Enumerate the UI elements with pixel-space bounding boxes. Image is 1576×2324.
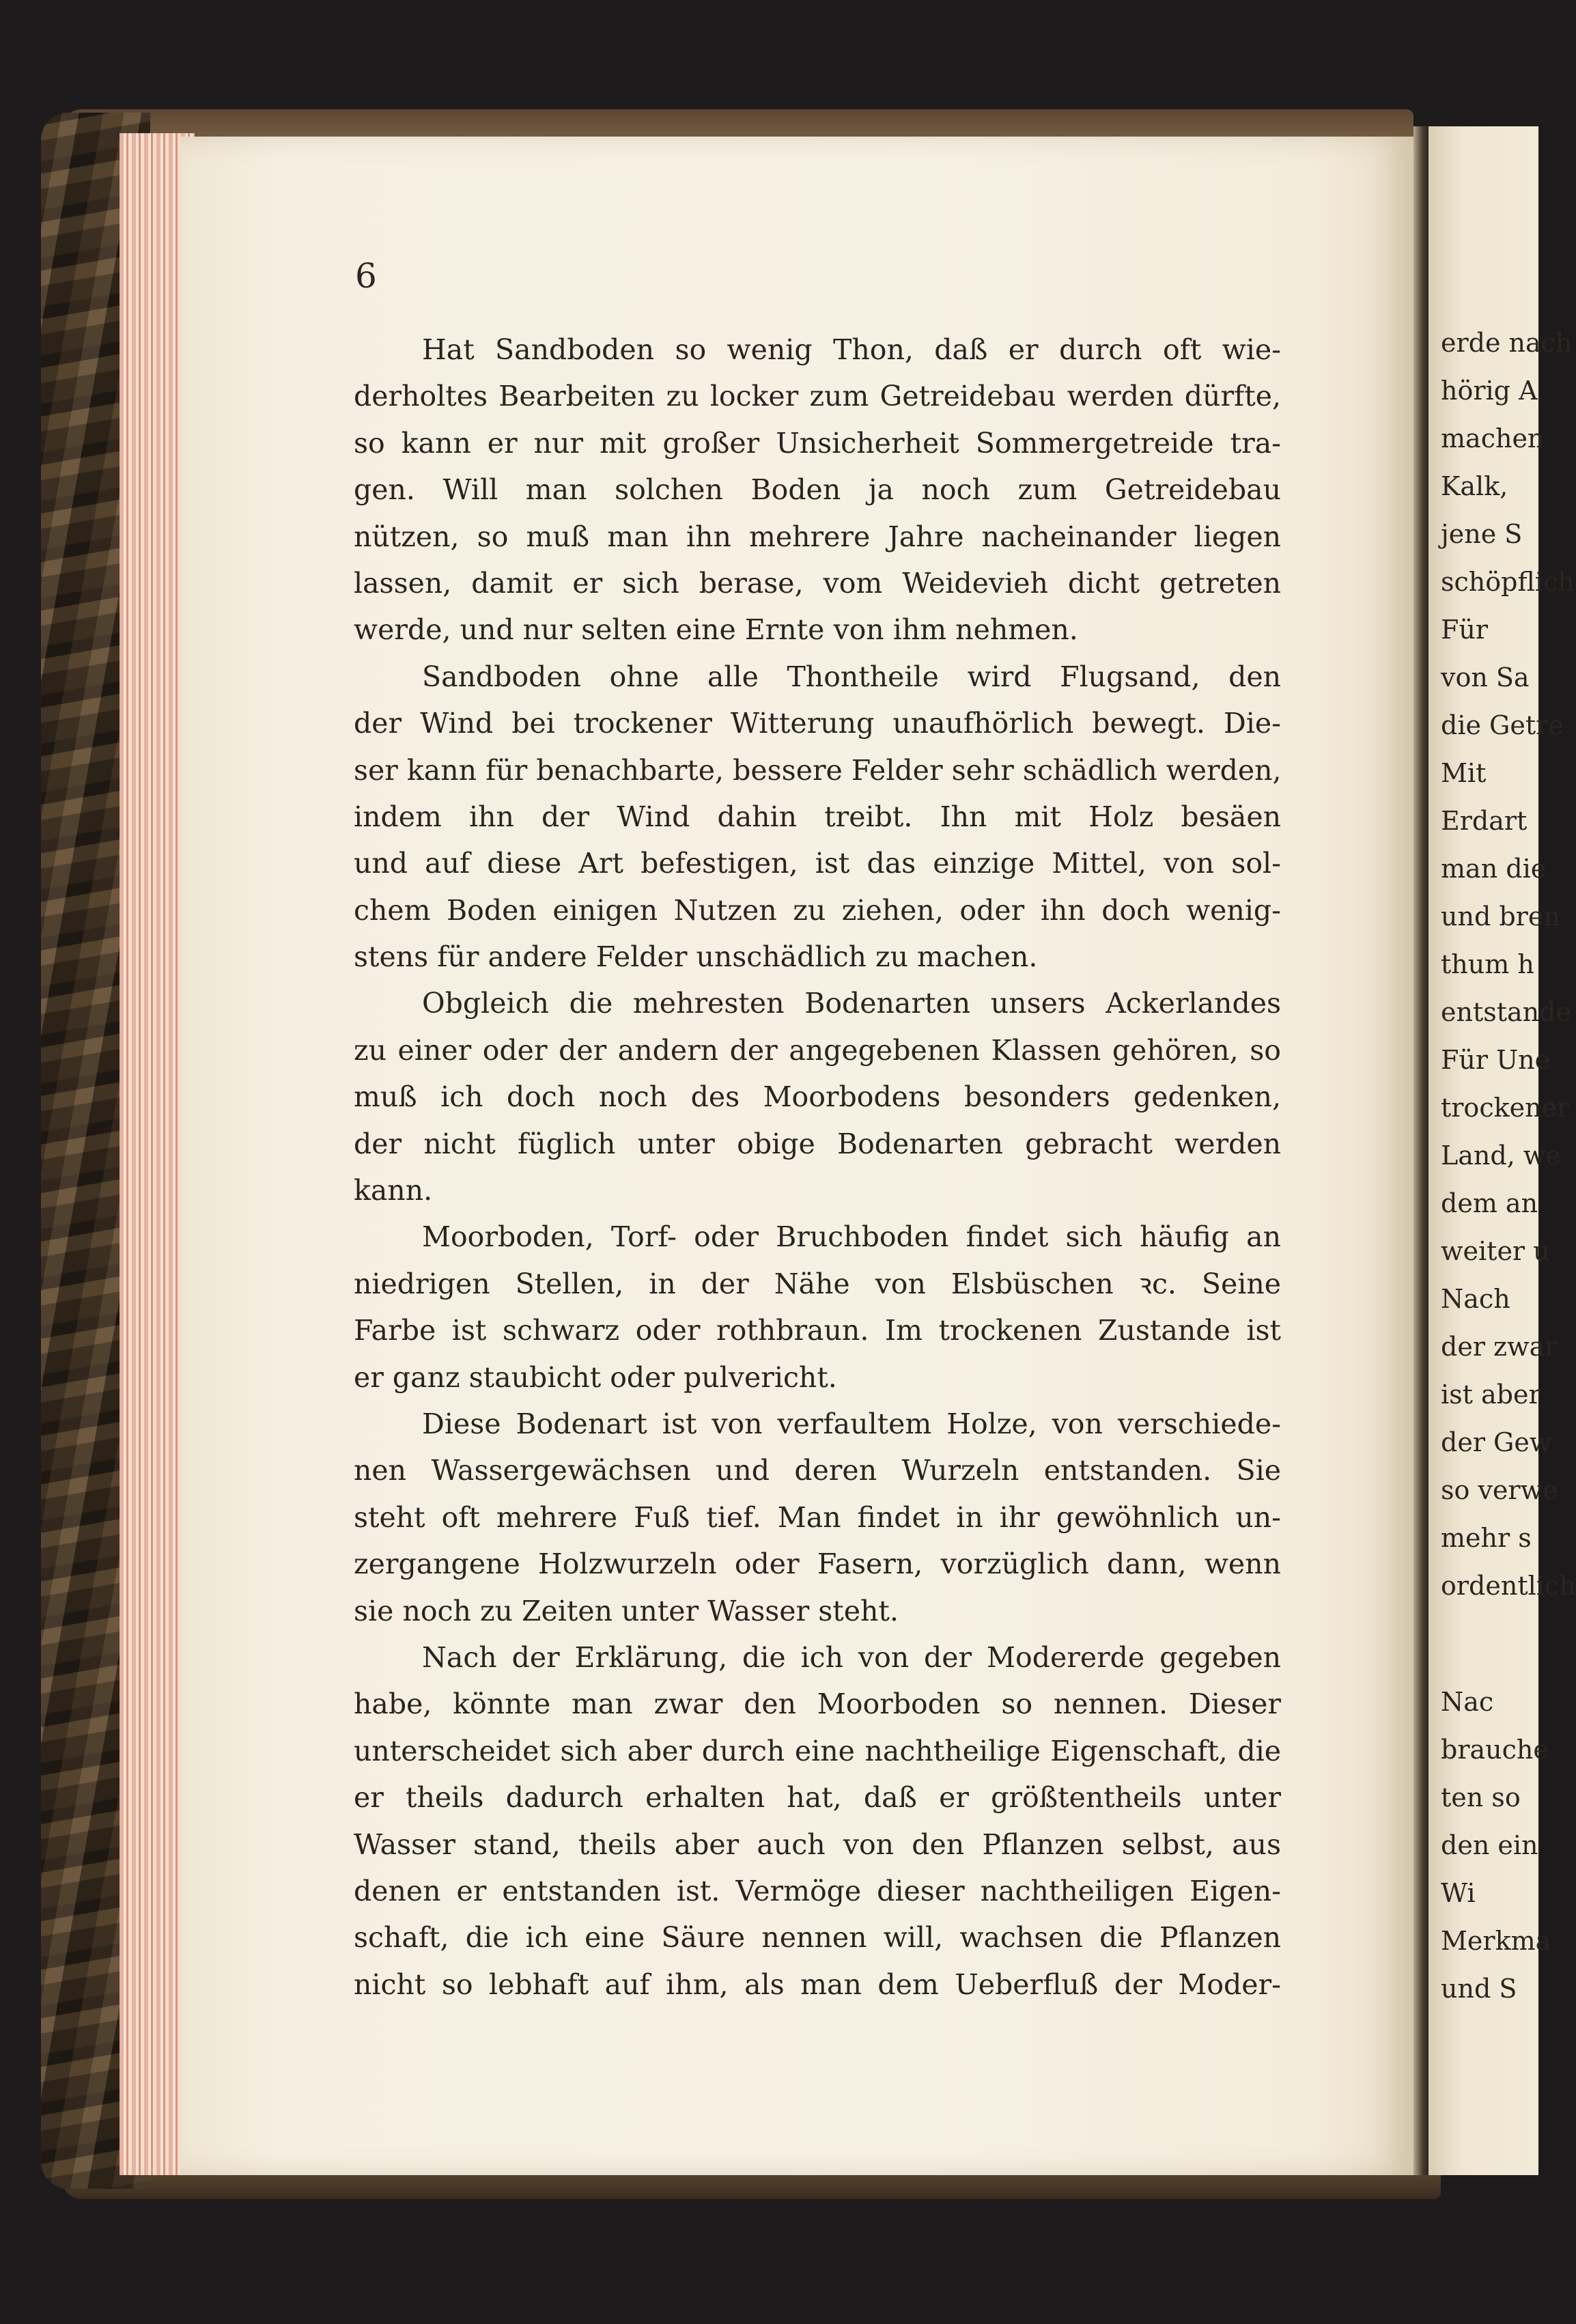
- text-line: der nicht füglich unter obige Bodenarten gebracht werden: [354, 1127, 1281, 1160]
- text-line: nicht so lebhaft auf ihm, als man dem Ueberfluß der Moder-: [354, 1968, 1281, 2001]
- next-page-line: Nach: [1441, 1284, 1510, 1314]
- next-page-line: trockener: [1441, 1093, 1570, 1123]
- next-page-line: ten so: [1441, 1782, 1521, 1812]
- next-page-line: und S: [1441, 1974, 1517, 2004]
- page-text: [354, 326, 1281, 2008]
- next-page-line: so verwe: [1441, 1475, 1558, 1505]
- next-page-line: mehr s: [1441, 1523, 1532, 1553]
- text-line: denen er entstanden ist. Vermöge dieser nachtheiligen Eigen-: [354, 1874, 1281, 1907]
- text-line: indem ihn der Wind dahin treibt. Ihn mit Holz besäen: [354, 800, 1281, 833]
- next-page-line: der zwar: [1441, 1332, 1558, 1362]
- text-line: Diese Bodenart ist von verfaultem Holze, von verschiede-: [422, 1407, 1281, 1440]
- text-line: unterscheidet sich aber durch eine nachtheilige Eigenschaft, die: [354, 1734, 1281, 1767]
- next-page-sliver: [1429, 126, 1576, 2175]
- text-line: Nach der Erklärung, die ich von der Modererde gegeben: [422, 1640, 1281, 1674]
- text-line: habe, könnte man zwar den Moorboden so nennen. Dieser: [354, 1688, 1281, 1721]
- text-line: kann.: [354, 1174, 433, 1207]
- next-page-line: weiter u: [1441, 1236, 1550, 1266]
- next-page-line: Land, we: [1441, 1140, 1561, 1171]
- next-page-line: jene S: [1441, 519, 1523, 549]
- next-page-line: Merkma: [1441, 1926, 1551, 1956]
- text-line: ser kann für benachbarte, bessere Felder sehr schädlich werden,: [354, 753, 1282, 787]
- text-line: Hat Sandboden so wenig Thon, daß er durch oft wie-: [422, 333, 1281, 366]
- next-page-line: Mit: [1441, 758, 1487, 788]
- next-page-line: man die: [1441, 854, 1547, 884]
- text-line: derholtes Bearbeiten zu locker zum Getreidebau werden dürfte,: [354, 380, 1281, 413]
- text-line: Wasser stand, theils aber auch von den Pflanzen selbst, aus: [354, 1828, 1281, 1861]
- text-line: Moorboden, Torf- oder Bruchboden findet sich häufig an: [422, 1220, 1281, 1254]
- text-line: schaft, die ich eine Säure nennen will, wachsen die Pflanzen: [354, 1921, 1281, 1955]
- text-line: gen. Will man solchen Boden ja noch zum Getreidebau: [354, 473, 1281, 507]
- next-page-line: von Sa: [1441, 662, 1530, 692]
- text-line: chem Boden einigen Nutzen zu ziehen, oder ihn doch wenig-: [354, 893, 1281, 927]
- text-line: Obgleich die mehresten Bodenarten unsers Ackerlandes: [422, 987, 1281, 1020]
- text-line: so kann er nur mit großer Unsicherheit Sommergetreide tra-: [354, 426, 1281, 460]
- next-page-line: Erdart: [1441, 806, 1528, 836]
- text-line: nen Wassergewächsen und deren Wurzeln entstanden. Sie: [354, 1454, 1281, 1487]
- next-page-line: den ein: [1441, 1830, 1538, 1860]
- text-line: Sandboden ohne alle Thontheile wird Flugsand, den: [422, 660, 1281, 693]
- text-line: niedrigen Stellen, in der Nähe von Elsbüschen ꝛc. Seine: [354, 1267, 1281, 1300]
- next-page-line: entstande: [1441, 997, 1571, 1027]
- text-line: steht oft mehrere Fuß tief. Man findet in ihr gewöhnlich un-: [354, 1500, 1281, 1534]
- text-line: und auf diese Art befestigen, ist das einzige Mittel, von sol-: [354, 847, 1281, 880]
- text-line: zu einer oder der andern der angegebenen Klassen gehören, so: [354, 1033, 1281, 1067]
- text-line: er theils dadurch erhalten hat, daß er größtentheils unter: [354, 1781, 1281, 1815]
- book-gutter: [1413, 126, 1429, 2175]
- text-line: lassen, damit er sich berase, vom Weidevieh dicht getreten: [354, 566, 1281, 600]
- text-line: muß ich doch noch des Moorbodens besonders gedenken,: [354, 1080, 1281, 1114]
- next-page-line: Wi: [1441, 1878, 1476, 1908]
- next-page-line: Kalk,: [1441, 471, 1508, 501]
- next-page-line: machen: [1441, 423, 1545, 453]
- text-line: werde, und nur selten eine Ernte von ihm nehmen.: [354, 613, 1078, 647]
- text-line: stens für andere Felder unschädlich zu machen.: [354, 940, 1038, 974]
- next-page-line: Für Une: [1441, 1045, 1551, 1075]
- text-line: der Wind bei trockener Witterung unaufhörlich bewegt. Die-: [354, 707, 1281, 740]
- next-page-line: erde nach: [1441, 328, 1573, 358]
- next-page-line: Nac: [1441, 1687, 1494, 1717]
- text-line: nützen, so muß man ihn mehrere Jahre nacheinander liegen: [354, 520, 1281, 553]
- next-page-line: Für: [1441, 615, 1489, 645]
- next-page-line: ist aber: [1441, 1380, 1541, 1410]
- text-line: er ganz staubicht oder pulvericht.: [354, 1360, 837, 1394]
- next-page-line: der Gew: [1441, 1427, 1552, 1457]
- next-page-line: und bren: [1441, 901, 1560, 932]
- next-page-line: dem an: [1441, 1188, 1538, 1218]
- next-page-line: schöpflich: [1441, 567, 1575, 597]
- page-number: 6: [355, 256, 377, 296]
- next-page-line: ordentlich: [1441, 1571, 1576, 1601]
- text-line: zergangene Holzwurzeln oder Fasern, vorzüglich dann, wenn: [354, 1548, 1281, 1581]
- next-page-line: die Getre: [1441, 710, 1564, 740]
- text-line: sie noch zu Zeiten unter Wasser steht.: [354, 1594, 899, 1627]
- next-page-line: brauche: [1441, 1735, 1549, 1765]
- next-page-line: hörig A: [1441, 376, 1538, 406]
- next-page-line: thum h: [1441, 949, 1534, 979]
- text-line: Farbe ist schwarz oder rothbraun. Im trockenen Zustande ist: [354, 1314, 1281, 1347]
